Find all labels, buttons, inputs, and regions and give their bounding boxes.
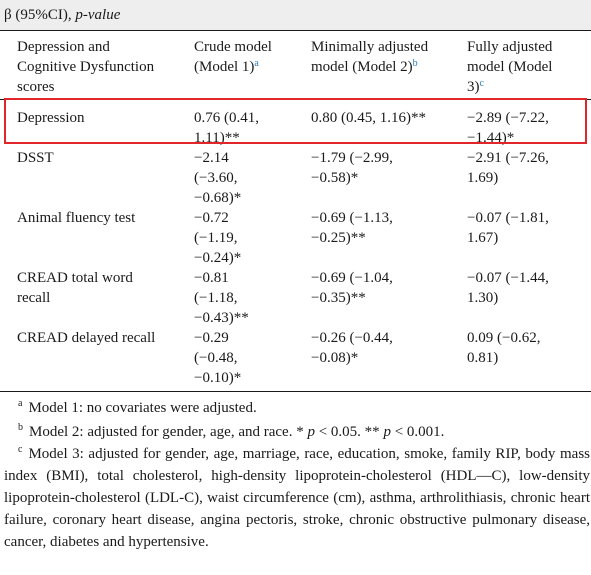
footnote-a-text: Model 1: no covariates were adjusted.: [28, 400, 257, 416]
row-animal-fluency-label: Animal fluency test: [17, 210, 136, 226]
row-cread-total-label: CREAD total word recall: [17, 270, 133, 306]
row-cread-total-model3: −0.07 (−1.44, 1.30): [467, 270, 549, 306]
header-model1-text: Crude model (Model 1): [194, 39, 272, 75]
row-cread-total-model2: −0.69 (−1.04, −0.35)**: [311, 270, 393, 306]
row-depression-model3: −2.89 (−7.22, −1.44)*: [467, 110, 549, 146]
footnote-a-mark: a: [18, 398, 23, 409]
footnote-ref-b[interactable]: b: [412, 58, 418, 69]
caption-rule: [0, 30, 591, 31]
row-animal-fluency-model2: −0.69 (−1.13, −0.25)**: [311, 210, 393, 246]
footnote-b-text-3: < 0.001.: [390, 424, 445, 440]
table-caption: [4, 6, 120, 24]
header-col-model1: [194, 37, 304, 77]
header-model3-text: Fully adjusted model (Model 3): [467, 39, 553, 95]
depression-row-highlight: [4, 98, 587, 144]
row-cread-delayed-model2: −0.26 (−0.44, −0.08)*: [311, 330, 393, 366]
header-col-model3: [467, 37, 587, 97]
row-cread-total-model1: −0.81 (−1.18, −0.43)**: [194, 270, 249, 326]
footnote-ref-a[interactable]: a: [254, 58, 259, 69]
footnote-b-text-2: < 0.05. **: [314, 424, 384, 440]
caption-beta-ci: β (95%CI),: [4, 7, 76, 23]
footnote-c: [4, 443, 590, 553]
header-col-label: Depression and Cognitive Dysfunction scores: [17, 39, 155, 95]
footnote-b-p2: p: [383, 424, 391, 440]
row-animal-fluency-model1: −0.72 (−1.19, −0.24)*: [194, 210, 242, 266]
row-dsst-model3: −2.91 (−7.26, 1.69): [467, 150, 549, 186]
row-depression-model2: 0.80 (0.45, 1.16)**: [311, 110, 426, 126]
footnote-b-text-1: Model 2: adjusted for gender, age, and race. *: [29, 424, 308, 440]
table-bottom-rule: [0, 391, 591, 392]
footnote-c-mark: c: [18, 444, 23, 455]
header-col-model2: [311, 37, 461, 77]
row-dsst-model2: −1.79 (−2.99, −0.58)*: [311, 150, 393, 186]
row-animal-fluency-model3: −0.07 (−1.81, 1.67): [467, 210, 549, 246]
row-cread-delayed-model1: −0.29 (−0.48, −0.10)*: [194, 330, 242, 386]
row-cread-delayed-label: CREAD delayed recall: [17, 330, 156, 346]
table-caption-row: [0, 0, 591, 30]
footnote-c-text: Model 3: adjusted for gender, age, marriage, race, education, smoke, family RIP, body mass index (BMI), total cholesterol, high-density lipoprotein-cholesterol (HDL—C), low-density lipoprotein-cholesterol (LDL-C), waist circumference (cm), asthma, arthrolithiasis, chronic heart failure, coronary heart disease, angina pectoris, stroke, chronic obstructive pulmonary disease, cancer, diabetes and hypertensive.: [4, 446, 590, 550]
caption-pvalue: p-value: [75, 7, 121, 23]
footnote-b: [4, 421, 444, 443]
footnote-a: [4, 397, 257, 419]
footnote-b-p1: p: [307, 424, 315, 440]
row-depression-model1: 0.76 (0.41, 1.11)**: [194, 110, 259, 146]
row-depression-label: Depression: [17, 110, 85, 126]
header-model2-text: Minimally adjusted model (Model 2): [311, 39, 429, 75]
row-dsst-model1: −2.14 (−3.60, −0.68)*: [194, 150, 242, 206]
footnote-ref-c[interactable]: c: [479, 78, 484, 89]
row-dsst-label: DSST: [17, 150, 54, 166]
footnote-b-mark: b: [18, 422, 23, 433]
row-cread-delayed-model3: 0.09 (−0.62, 0.81): [467, 330, 541, 366]
